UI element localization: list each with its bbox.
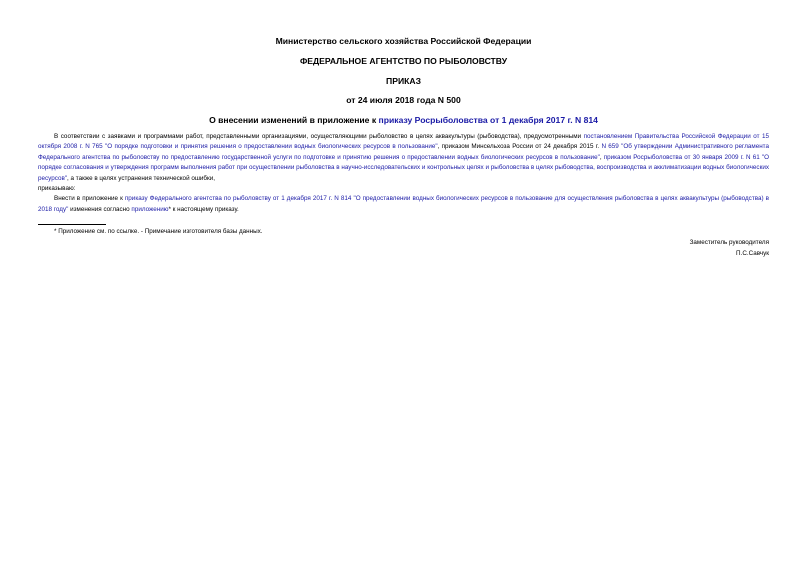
basis-text-1: В соответствии с заявками и программами работ, представленными организациями, осуществляющими рыболовство в целях аквакультуры (рыбоводства), предусмотренными xyxy=(54,133,584,140)
link-appendix[interactable]: приложению xyxy=(131,205,169,213)
document-body xyxy=(38,132,769,215)
link-minselkhoz-order-659[interactable]: N 659 "Об утверждении Административного регламента Федерального агентства по рыболовству по предоставлению государственной услуги по подготовке и принятию решения о предоставлении водных биологических ресурсов в пользование" xyxy=(38,143,769,161)
order-text-3: * к настоящему приказу. xyxy=(168,205,239,213)
link-order-814[interactable]: приказу Федерального агентства по рыболовству от 1 декабря 2017 г. N 814 "О предоставлении водных биологических ресурсов в пользование для осуществления рыболовства в целях аквакультуры (рыбоводства) в 2018 году" xyxy=(38,195,769,213)
date-number-heading: от 24 июля 2018 года N 500 xyxy=(346,95,461,105)
signature-name: П.С.Савчук xyxy=(736,250,769,257)
link-rosrybolovstvo-order-61[interactable]: приказом Росрыболовства от 30 января 2009 г. N 61 "О порядке согласования и утверждения программ выполнения работ при осуществлении рыболовства в научно-исследовательских и контрольных целях и рыболовства в целях рыбоводства, воспроизводства и акклиматизации водных биологических ресурсов" xyxy=(38,153,770,182)
ministry-heading: Министерство сельского хозяйства Российской Федерации xyxy=(275,36,532,46)
order-text-1: Внести в приложение к xyxy=(54,195,125,203)
basis-text-4: , а также в целях устранения технической ошибки, xyxy=(67,174,216,182)
basis-text-2: , приказом Минсельхоза России от 24 декабря 2015 г. xyxy=(437,143,602,151)
doc-type-heading: ПРИКАЗ xyxy=(386,76,421,86)
order-text-2: изменения согласно xyxy=(68,205,132,213)
document-title xyxy=(0,115,807,126)
basis-text-3: , xyxy=(599,153,604,161)
footnote: * Приложение см. по ссылке. - Примечание изготовителя базы данных. xyxy=(54,228,263,235)
paragraph-order-verb: приказываю: xyxy=(38,185,76,193)
footnote-divider xyxy=(38,224,106,225)
title-prefix: О внесении изменений в приложение к xyxy=(209,115,379,125)
signature-position: Заместитель руководителя xyxy=(689,239,769,246)
link-government-decree-765[interactable]: постановлением Правительства Российской Федерации от 15 октября 2008 г. N 765 "О порядке подготовки и принятия решения о предоставлении водных биологических ресурсов в пользование" xyxy=(38,133,770,151)
paragraph-basis xyxy=(38,132,769,184)
agency-heading: ФЕДЕРАЛЬНОЕ АГЕНТСТВО ПО РЫБОЛОВСТВУ xyxy=(299,56,508,66)
paragraph-order-content xyxy=(38,194,769,215)
title-link[interactable]: приказу Росрыболовства от 1 декабря 2017 г. N 814 xyxy=(378,115,598,125)
